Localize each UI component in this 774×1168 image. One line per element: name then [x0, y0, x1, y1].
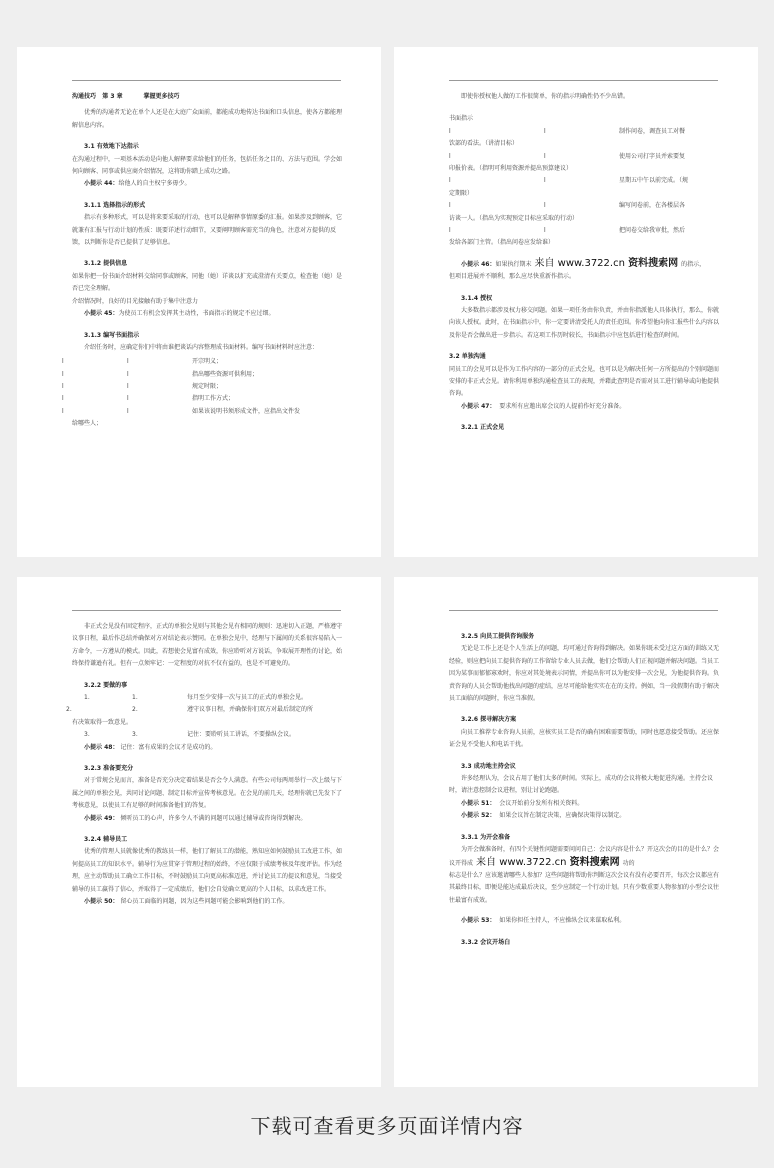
list-marker: l [127, 358, 129, 366]
paragraph: 许多经理认为，会议占用了他们太多的时间。实际上，成功的会议将极大地促进沟通。主持会议时，请注意控制会议进程，别让讨论跑题。 [449, 775, 714, 795]
row-marker: l [544, 127, 546, 135]
section-heading: 3.1.4 授权 [461, 294, 493, 302]
page-content [449, 91, 719, 435]
tip-label: 小提示 48： [84, 743, 119, 751]
list-item [62, 393, 342, 405]
section-heading: 3.1 有效地下达指示 [84, 143, 139, 151]
section-heading: 3.3.1 为开会准备 [461, 833, 511, 841]
list-marker: l [127, 370, 129, 378]
list-marker: l [62, 370, 64, 378]
header-rule [72, 80, 341, 81]
header-rule [449, 80, 718, 81]
list-text: 每月至少安排一次与员工的正式的单独会见。 [187, 694, 308, 702]
document-page-1 [17, 47, 381, 557]
section-heading: 3.2.1 正式会见 [461, 424, 505, 432]
row-marker: l [449, 177, 451, 185]
section-heading: 3.3.2 会议开场白 [461, 938, 511, 946]
tip [449, 915, 719, 927]
tip-label: 小提示 45： [84, 310, 119, 318]
row-marker: l [449, 227, 451, 234]
paragraph: 向员工推荐专业咨询人员前，应核实员工是否的确有困难需要帮助，同时也愿意接受帮助。还应保证会见不受他人和电话干扰。 [449, 728, 720, 749]
page-content [66, 621, 343, 908]
list-marker: 3. [84, 731, 90, 739]
tip-text: 如果你担任主持人，不应操纵会议来谋取私利。 [499, 917, 626, 925]
list-marker: l [62, 358, 64, 366]
header-subtitle: 掌握更多技巧 [143, 93, 180, 100]
section-heading: 3.3 成功地主持会议 [461, 762, 516, 770]
row-text: 把问卷交给我审批，然后 [619, 227, 686, 234]
document-page-3 [17, 577, 381, 1087]
header-rule [449, 610, 718, 611]
instruction-table [449, 126, 719, 250]
table-row [449, 200, 719, 212]
table-row [449, 225, 719, 237]
watermark-suffix: 资料搜索网 [569, 856, 620, 868]
tip-label: 小提示 46： [461, 260, 496, 268]
list-marker: 3. [132, 731, 138, 739]
list-marker: 1. [132, 694, 138, 702]
paragraph: 介绍情况时，良好的目光接触有助于集中注意力 [72, 297, 199, 305]
tip-label: 小提示 47： [461, 402, 496, 410]
tip [449, 798, 719, 810]
todo-list [66, 692, 342, 742]
section-heading: 3.2.5 向员工提供咨询服务 [461, 633, 535, 640]
row-continuation: 定期限） [449, 189, 474, 197]
paragraph: 在沟通过程中，一项基本活动是向他人解释要求给他们的任务，包括任务之目的、方法与范围。学会如何向顾客、同事或供应商介绍情况，这将助你踏上成功之路。 [72, 155, 343, 176]
section-heading: 3.2 单独沟通 [449, 353, 486, 361]
list-continuation: 有决策取得一致意见。 [72, 718, 133, 726]
chapter-header [72, 91, 342, 103]
paragraph [449, 844, 719, 870]
list-marker: l [62, 395, 64, 403]
tip-text: 留心员工面临的问题，因为这些问题可能会影响到他们的工作。 [120, 898, 289, 906]
row-marker: l [449, 127, 451, 135]
row-marker: l [544, 177, 546, 185]
list-text: 记住：要聆听员工讲话，不要操纵会议。 [187, 731, 296, 739]
tip-text: 的指示， [681, 260, 706, 268]
tip [72, 308, 342, 320]
list-text: 遵守议事日程，并确保你们双方对最后制定的所 [187, 706, 314, 714]
row-text: 使用公司打字员并索要复 [619, 152, 686, 160]
tip [449, 258, 719, 271]
row-continuation: 发给各部门主管。（指出问卷应发给谁） [449, 239, 555, 247]
row-text: 制作问卷，调查员工对餐 [619, 127, 686, 135]
row-marker: l [449, 152, 451, 160]
tip-label: 小提示 49： [84, 814, 119, 822]
tip [72, 742, 342, 754]
watermark [476, 857, 620, 868]
list-item [62, 406, 342, 418]
list-marker: l [127, 407, 129, 415]
list-text: 规定时限； [192, 383, 223, 391]
paragraph: 大多数指示都涉及权力移交问题。如果一项任务由你负责，并由你指派他人具体执行，那么，你就向该人授权。此时，在书面指示中，你一定要讲清受托人的责任范围。你希望他向你汇报些什么内容以及你是否会做出进一步指示。若这项工作历时较长，书面指示中应包括进行检查的时间。 [449, 307, 720, 339]
list-item [66, 704, 342, 716]
paragraph-text: 为开会做准备时，有四个关键性问题需要问问自己：会议内容是什么？开这次会的目的是什么？会议开得成 [449, 846, 720, 867]
section-heading: 3.2.2 要做的事 [84, 681, 128, 689]
section-heading: 3.2.4 辅导员工 [84, 836, 128, 844]
tip [72, 896, 342, 908]
paragraph: 优秀的管理人员就像优秀的教练员一样，他们了解员工的潜能，熟知应如何鼓励员工改进工作，如何提高员工的知识水平。辅导行为应贯穿于管理过程的始终，不应仅限于成绩考核及年度评估。作为经理，应主动帮助员工确立工作目标，不时鼓励员工向更高标准迈进，并讨论员工的提议和意见，当接受辅导的员工赢得了信心，并取得了一定成绩后，他们会自觉确立更高的个人目标，以求改进工作。 [72, 848, 343, 893]
row-marker: l [449, 202, 451, 210]
list-text: 指明工作方式； [192, 395, 235, 403]
header-title: 沟通技巧 [72, 93, 97, 100]
tip-text: 如果执行期末 [495, 260, 532, 268]
list-marker: l [62, 407, 64, 415]
list-marker: 2. [132, 706, 138, 714]
section-heading: 3.2.6 探寻解决方案 [461, 716, 517, 724]
tip-text: 倾听员工的心声，许多令人不满的问题可以通过辅导或咨询得到解决。 [120, 814, 307, 822]
document-page-2 [394, 47, 758, 557]
section-heading: 3.1.2 提供信息 [84, 260, 128, 268]
list-item [62, 356, 342, 368]
paragraph: 对于常规会见而言，准备是否充分决定着结果是否会令人满意。有些公司每两周举行一次上级与下属之间的单独会见，共同讨论问题、制定目标并宣传考核意见。在会见的前几天，经理你就已先发下了考核意见，以使员工有足够的时间准备他们的答复。 [72, 777, 343, 810]
table-row [449, 126, 719, 138]
table-row [449, 175, 719, 187]
watermark-suffix: 资料搜索网 [628, 257, 679, 269]
table-title: 书面指示 [449, 115, 474, 123]
list-text: 如果该说明书须形成文件，应指出文件发 [192, 407, 301, 415]
watermark-url: www.3722.cn [557, 257, 625, 269]
list-item [72, 729, 342, 741]
paragraph: 介绍任务时，应确定你们中将由谁把谈话内容整理成书面材料。编写书面材料时应注意： [84, 343, 319, 351]
paragraph: 非正式会见没有固定程序，正式的单独会见则与其他会见有相同的规则：迅速切入正题，严格遵守议事日程，最后作总结并确保对方对结论表示赞同。在单独会见中，经理与下属间的关系很容易陷入一方命令，一方遵从的模式。因此，若想使会见富有成效，你应聆听对方说话，争取展开理性的讨论，始终保持谦逊有礼。但有一点须牢记：一定程度的对抗不仅有益的，也是不可避免的。 [72, 623, 343, 668]
tip-text: 给他人的自主权宁多毋少。 [118, 180, 191, 188]
tip-text: 要求所有应邀出席会议的人提前作好充分准备。 [499, 402, 626, 410]
paragraph: 即使你授权他人做的工作很简单，你的指示明确性仍不少出错。 [461, 93, 630, 100]
section-heading: 3.1.3 编写书面指示 [84, 331, 140, 339]
paragraph: 优秀的沟通者无论在单个人还是在大庭广众面前，都能成功地传达书面和口头信息，使各方都能理解信息内容。 [72, 109, 343, 129]
paragraph: 如果你把一份书面介绍材料交给同事或顾客，同他（她）详谈以扩充或澄清有关要点，检查他（她）是否已完全理解。 [72, 272, 343, 293]
tip-text: 会议开始前分发所有相关资料。 [499, 799, 584, 807]
tip-label: 小提示 52： [461, 812, 496, 820]
list-marker: l [62, 383, 64, 391]
download-more-caption: 下载可查看更多页面详情内容 [250, 1114, 524, 1138]
tip-label: 小提示 51： [461, 799, 496, 807]
watermark-prefix: 来自 [534, 257, 555, 269]
tip-label: 小提示 53： [461, 917, 496, 925]
tip [449, 810, 719, 822]
tip-label: 小提示 44： [84, 180, 119, 188]
row-continuation: 饮部的看法。（讲清目标） [449, 140, 519, 148]
list-marker: 2. [66, 706, 72, 714]
list-text: 开宗明义； [192, 358, 223, 366]
document-page-4 [394, 577, 758, 1087]
paragraph: 标志是什么？应该邀请哪些人参加？这些问题将帮助你判断这次会议有没有必要召开，每次会议都应有其最终目标，即便是能达成最后决议，至少应制定一个行动计划。只有少数重要人物参加的小型会议往往最富有成效。 [449, 871, 720, 904]
tip-text: 记住：富有成果的会议才是成功的。 [120, 743, 217, 751]
list-marker: 1. [84, 694, 90, 702]
tip [72, 178, 342, 190]
list-marker: l [127, 383, 129, 391]
tip-text: 如果会议旨在制定决策，应确保决策得以制定。 [499, 812, 626, 820]
paragraph: 同员工的会见可以是作为工作内容的一部分的正式会见，也可以是为解决任何一方所提出的个别问题而安排的非正式会见。请你利用单独沟通检查员工的表现，并藉此查明是否需对员工进行辅导或向他提供咨询。 [449, 365, 720, 398]
list-tail: 给哪些人； [72, 420, 103, 428]
row-marker: l [544, 227, 546, 234]
bullet-list [62, 356, 342, 430]
row-text: 星期五中午以前完成。（规 [619, 177, 689, 185]
row-continuation: 访谈一人。（指出为实现预定目标应采取的行动） [449, 214, 579, 222]
watermark [534, 258, 678, 269]
section-heading: 3.1.1 选择指示的形式 [84, 201, 146, 209]
table-row [449, 151, 719, 163]
tip-text: 为使员工有机会发挥其主动性，书面指示的规定不应过细。 [118, 310, 275, 318]
list-item [62, 381, 342, 393]
list-text: 指出哪些资源可供利用； [192, 370, 259, 378]
tip-label: 小提示 50： [84, 898, 119, 906]
page-content [62, 91, 343, 431]
list-item [62, 369, 342, 381]
list-item [72, 692, 342, 704]
paragraph: 指示有多种形式，可以是将来要采取的行动，也可以是解释事情原委的汇报。如果涉及到顾客，它就兼有汇报与行动计划的性质：既要详述行动细节，又要阐明顾客需充当的角色，注意对方提供的反馈，以判断你是否已提供了足够信息。 [72, 214, 343, 247]
paragraph-text: 功的 [622, 859, 635, 867]
header-chapter: 第 3 章 [102, 93, 123, 100]
row-text: 编写问卷前，在各楼层各 [619, 202, 686, 210]
page-content [449, 621, 719, 949]
row-marker: l [544, 152, 546, 160]
row-continuation: 印报价表。（指明可利用资源并提出预算建议） [449, 165, 573, 172]
tip [449, 401, 719, 413]
paragraph: 无论是工作上还是个人生活上的问题，均可通过咨询得到解决。如果你既未受过这方面的训练又无经验，则应把向员工提供咨询的工作留给专业人员去做，他们会帮助人们正视问题并解决问题。当员工因为某事而郁郁寡欢时，你应对其处境表示同情，并提出你可以为他安排一次会见，为他提供咨询。负责咨询的人员会帮助他找出问题的症结，应尽可能给他实实在在的支持。例如，当一段假期有助于解决员工面临的问题时，你应当准假。 [449, 645, 720, 703]
paragraph: 但项目进展并不顺利，那么应尽快重新作指示。 [449, 273, 576, 281]
watermark-prefix: 来自 [476, 856, 497, 868]
header-rule [72, 610, 341, 611]
tip [72, 813, 342, 825]
section-heading: 3.2.3 准备要充分 [84, 765, 134, 773]
row-marker: l [544, 202, 546, 210]
watermark-url: www.3722.cn [499, 856, 567, 868]
list-marker: l [127, 395, 129, 403]
